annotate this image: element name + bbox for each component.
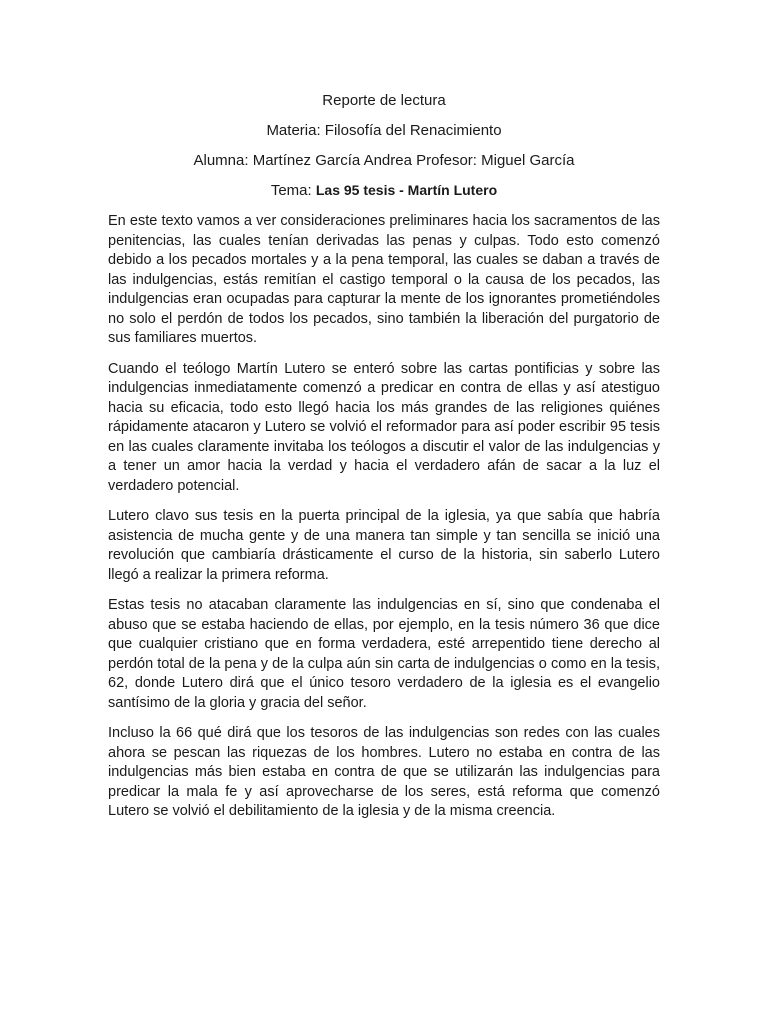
paragraph: Estas tesis no atacaban claramente las indulgencias en sí, sino que condenaba el abuso que se estaba haciendo de ellas, por ejemplo, en la tesis número 36 que dice que cualquier cristiano que en forma verdadera, esté arrepentido tiene derecho al perdón total de la pena y de la culpa aún sin carta de indulgencias o como en la tesis, 62, donde Lutero dirá que el único tesoro verdadero de la iglesia es el evangelio santísimo de la gloria y gracia del señor.	[108, 597, 660, 711]
paragraph: Incluso la 66 qué dirá que los tesoros de las indulgencias son redes con las cuales ahora se pescan las riquezas de los hombres. Lutero no estaba en contra de las indulgencias más bien estaba en contra de que se utilizarán las indulgencias para predicar la mala fe y así aprovecharse de los seres, está reforma que comenzó Lutero se volvió el debilitamiento de la iglesia y de la misma creencia.	[108, 725, 660, 819]
paragraph: Cuando el teólogo Martín Lutero se enteró sobre las cartas pontificias y sobre las indulgencias inmediatamente comenzó a predicar en contra de ellas y así atestiguo hacia su eficacia, todo esto llegó hacia los más grandes de las religiones quiénes rápidamente atacaron y Lutero se volvió el reformador para así poder escribir 95 tesis en las cuales claramente invitaba los teólogos a discutir el valor de las indulgencias y a tener un amor hacia la verdad y hacia el verdadero afán de sacar a la luz el verdadero potencial.	[108, 360, 660, 494]
paragraph: Lutero clavo sus tesis en la puerta principal de la iglesia, ya que sabía que habría asistencia de mucha gente y de una manera tan simple y tan sencilla se inició una revolución que cambiaría drásticamente el curso de la historia, sin saberlo Lutero llegó a realizar la primera reforma.	[108, 508, 660, 583]
subject-line: Materia: Filosofía del Renacimiento	[266, 122, 502, 139]
topic-label: Tema:	[270, 182, 316, 199]
report-title: Reporte de lectura	[322, 92, 446, 109]
paragraph: En este texto vamos a ver consideraciones preliminares hacia los sacramentos de las penitencias, las cuales tenían derivadas las penas y culpas. Todo esto comenzó debido a los pecados mortales y a la pena temporal, las cuales se daban a través de las indulgencias, estás remitían el castigo temporal o la causa de los pecados, las indulgencias eran ocupadas para capturar la mente de los ignorantes prometiéndoles no solo el perdón de todos los pecados, sino también la liberación del purgatorio de sus familiares muertos.	[108, 213, 660, 346]
student-teacher-line: Alumna: Martínez García Andrea Profesor: Miguel García	[193, 152, 575, 169]
topic-value: Las 95 tesis - Martín Lutero	[315, 182, 498, 198]
document-body	[108, 212, 660, 833]
topic-line	[0, 181, 768, 200]
